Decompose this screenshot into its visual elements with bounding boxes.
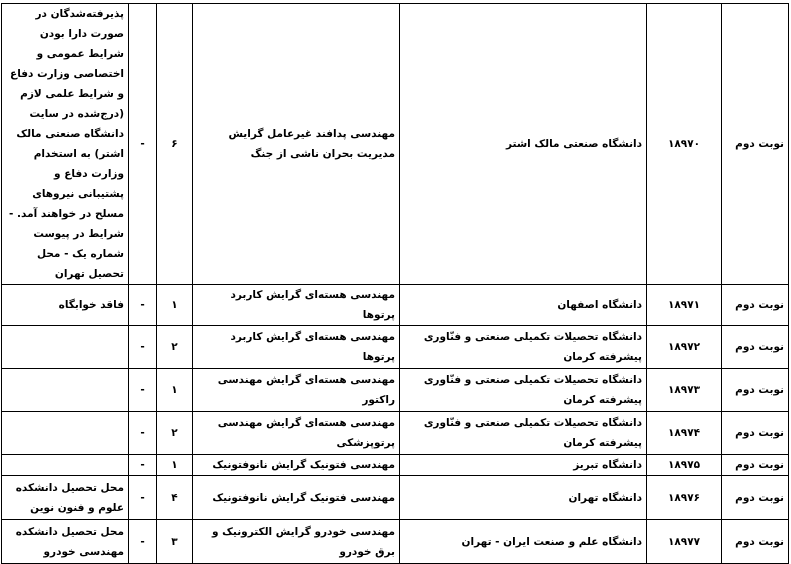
cell-university: دانشگاه تحصیلات تکمیلی صنعتی و فنّاوری پیشرفته کرمان — [400, 369, 647, 412]
cell-university: دانشگاه علم و صنعت ایران - تهران — [400, 520, 647, 564]
cell-notes: فاقد خوابگاه — [2, 285, 129, 326]
cell-capacity: ۳ — [157, 520, 193, 564]
cell-field: مهندسی فتونیک گرایش نانوفتونیک — [193, 476, 400, 520]
cell-university: دانشگاه تهران — [400, 476, 647, 520]
cell-capacity: ۶ — [157, 4, 193, 285]
cell-turn: نوبت دوم — [722, 4, 789, 285]
cell-code: ۱۸۹۷۳ — [647, 369, 722, 412]
cell-turn: نوبت دوم — [722, 476, 789, 520]
table-row — [2, 412, 789, 455]
cell-field: مهندسی هسته‌ای گرایش کاربرد پرتوها — [193, 285, 400, 326]
cell-field: مهندسی پدافند غیرعامل گرایش مدیریت بحران ناشی از جنگ — [193, 4, 400, 285]
cell-code: ۱۸۹۷۱ — [647, 285, 722, 326]
cell-capacity: ۱ — [157, 369, 193, 412]
cell-dash: - — [129, 4, 157, 285]
table-row — [2, 285, 789, 326]
cell-field: مهندسی هسته‌ای گرایش مهندسی راکتور — [193, 369, 400, 412]
cell-field: مهندسی هسته‌ای گرایش کاربرد پرتوها — [193, 326, 400, 369]
cell-dash: - — [129, 412, 157, 455]
cell-university: دانشگاه صنعتی مالک اشتر — [400, 4, 647, 285]
cell-notes — [2, 369, 129, 412]
cell-turn: نوبت دوم — [722, 285, 789, 326]
cell-turn: نوبت دوم — [722, 326, 789, 369]
cell-notes: پذیرفته‌شدگان در صورت دارا بودن شرایط عمومی و اختصاصی وزارت دفاع و شرایط علمی لازم (درج‌شده در سایت دانشگاه صنعتی مالک اشتر) به استخدام وزارت دفاع و پشتیبانی نیروهای مسلح در خواهند آمد. - شرایط در پیوست شماره یک - محل تحصیل تهران — [2, 4, 129, 285]
table-row — [2, 520, 789, 564]
cell-notes: محل تحصیل دانشکده مهندسی خودرو — [2, 520, 129, 564]
cell-dash: - — [129, 326, 157, 369]
cell-university: دانشگاه تبریز — [400, 455, 647, 476]
cell-field: مهندسی هسته‌ای گرایش مهندسی پرتوپزشکی — [193, 412, 400, 455]
cell-capacity: ۲ — [157, 412, 193, 455]
cell-capacity: ۱ — [157, 285, 193, 326]
cell-field: مهندسی فتونیک گرایش نانوفتونیک — [193, 455, 400, 476]
cell-field: مهندسی خودرو گرایش الکترونیک و برق خودرو — [193, 520, 400, 564]
cell-code: ۱۸۹۷۰ — [647, 4, 722, 285]
table-body — [2, 4, 789, 564]
cell-code: ۱۸۹۷۶ — [647, 476, 722, 520]
cell-code: ۱۸۹۷۲ — [647, 326, 722, 369]
table-row — [2, 476, 789, 520]
cell-dash: - — [129, 369, 157, 412]
cell-turn: نوبت دوم — [722, 455, 789, 476]
cell-capacity: ۴ — [157, 476, 193, 520]
cell-capacity: ۲ — [157, 326, 193, 369]
cell-dash: - — [129, 476, 157, 520]
cell-notes: محل تحصیل دانشکده علوم و فنون نوین — [2, 476, 129, 520]
programs-table — [1, 3, 789, 564]
table-row — [2, 326, 789, 369]
cell-capacity: ۱ — [157, 455, 193, 476]
cell-university: دانشگاه اصفهان — [400, 285, 647, 326]
table-row — [2, 369, 789, 412]
cell-notes — [2, 326, 129, 369]
cell-university: دانشگاه تحصیلات تکمیلی صنعتی و فنّاوری پیشرفته کرمان — [400, 326, 647, 369]
cell-turn: نوبت دوم — [722, 520, 789, 564]
cell-dash: - — [129, 455, 157, 476]
cell-notes — [2, 455, 129, 476]
cell-dash: - — [129, 520, 157, 564]
cell-dash: - — [129, 285, 157, 326]
cell-turn: نوبت دوم — [722, 412, 789, 455]
cell-code: ۱۸۹۷۴ — [647, 412, 722, 455]
table-row — [2, 4, 789, 285]
cell-turn: نوبت دوم — [722, 369, 789, 412]
cell-code: ۱۸۹۷۵ — [647, 455, 722, 476]
cell-notes — [2, 412, 129, 455]
cell-code: ۱۸۹۷۷ — [647, 520, 722, 564]
table-row — [2, 455, 789, 476]
cell-university: دانشگاه تحصیلات تکمیلی صنعتی و فنّاوری پیشرفته کرمان — [400, 412, 647, 455]
